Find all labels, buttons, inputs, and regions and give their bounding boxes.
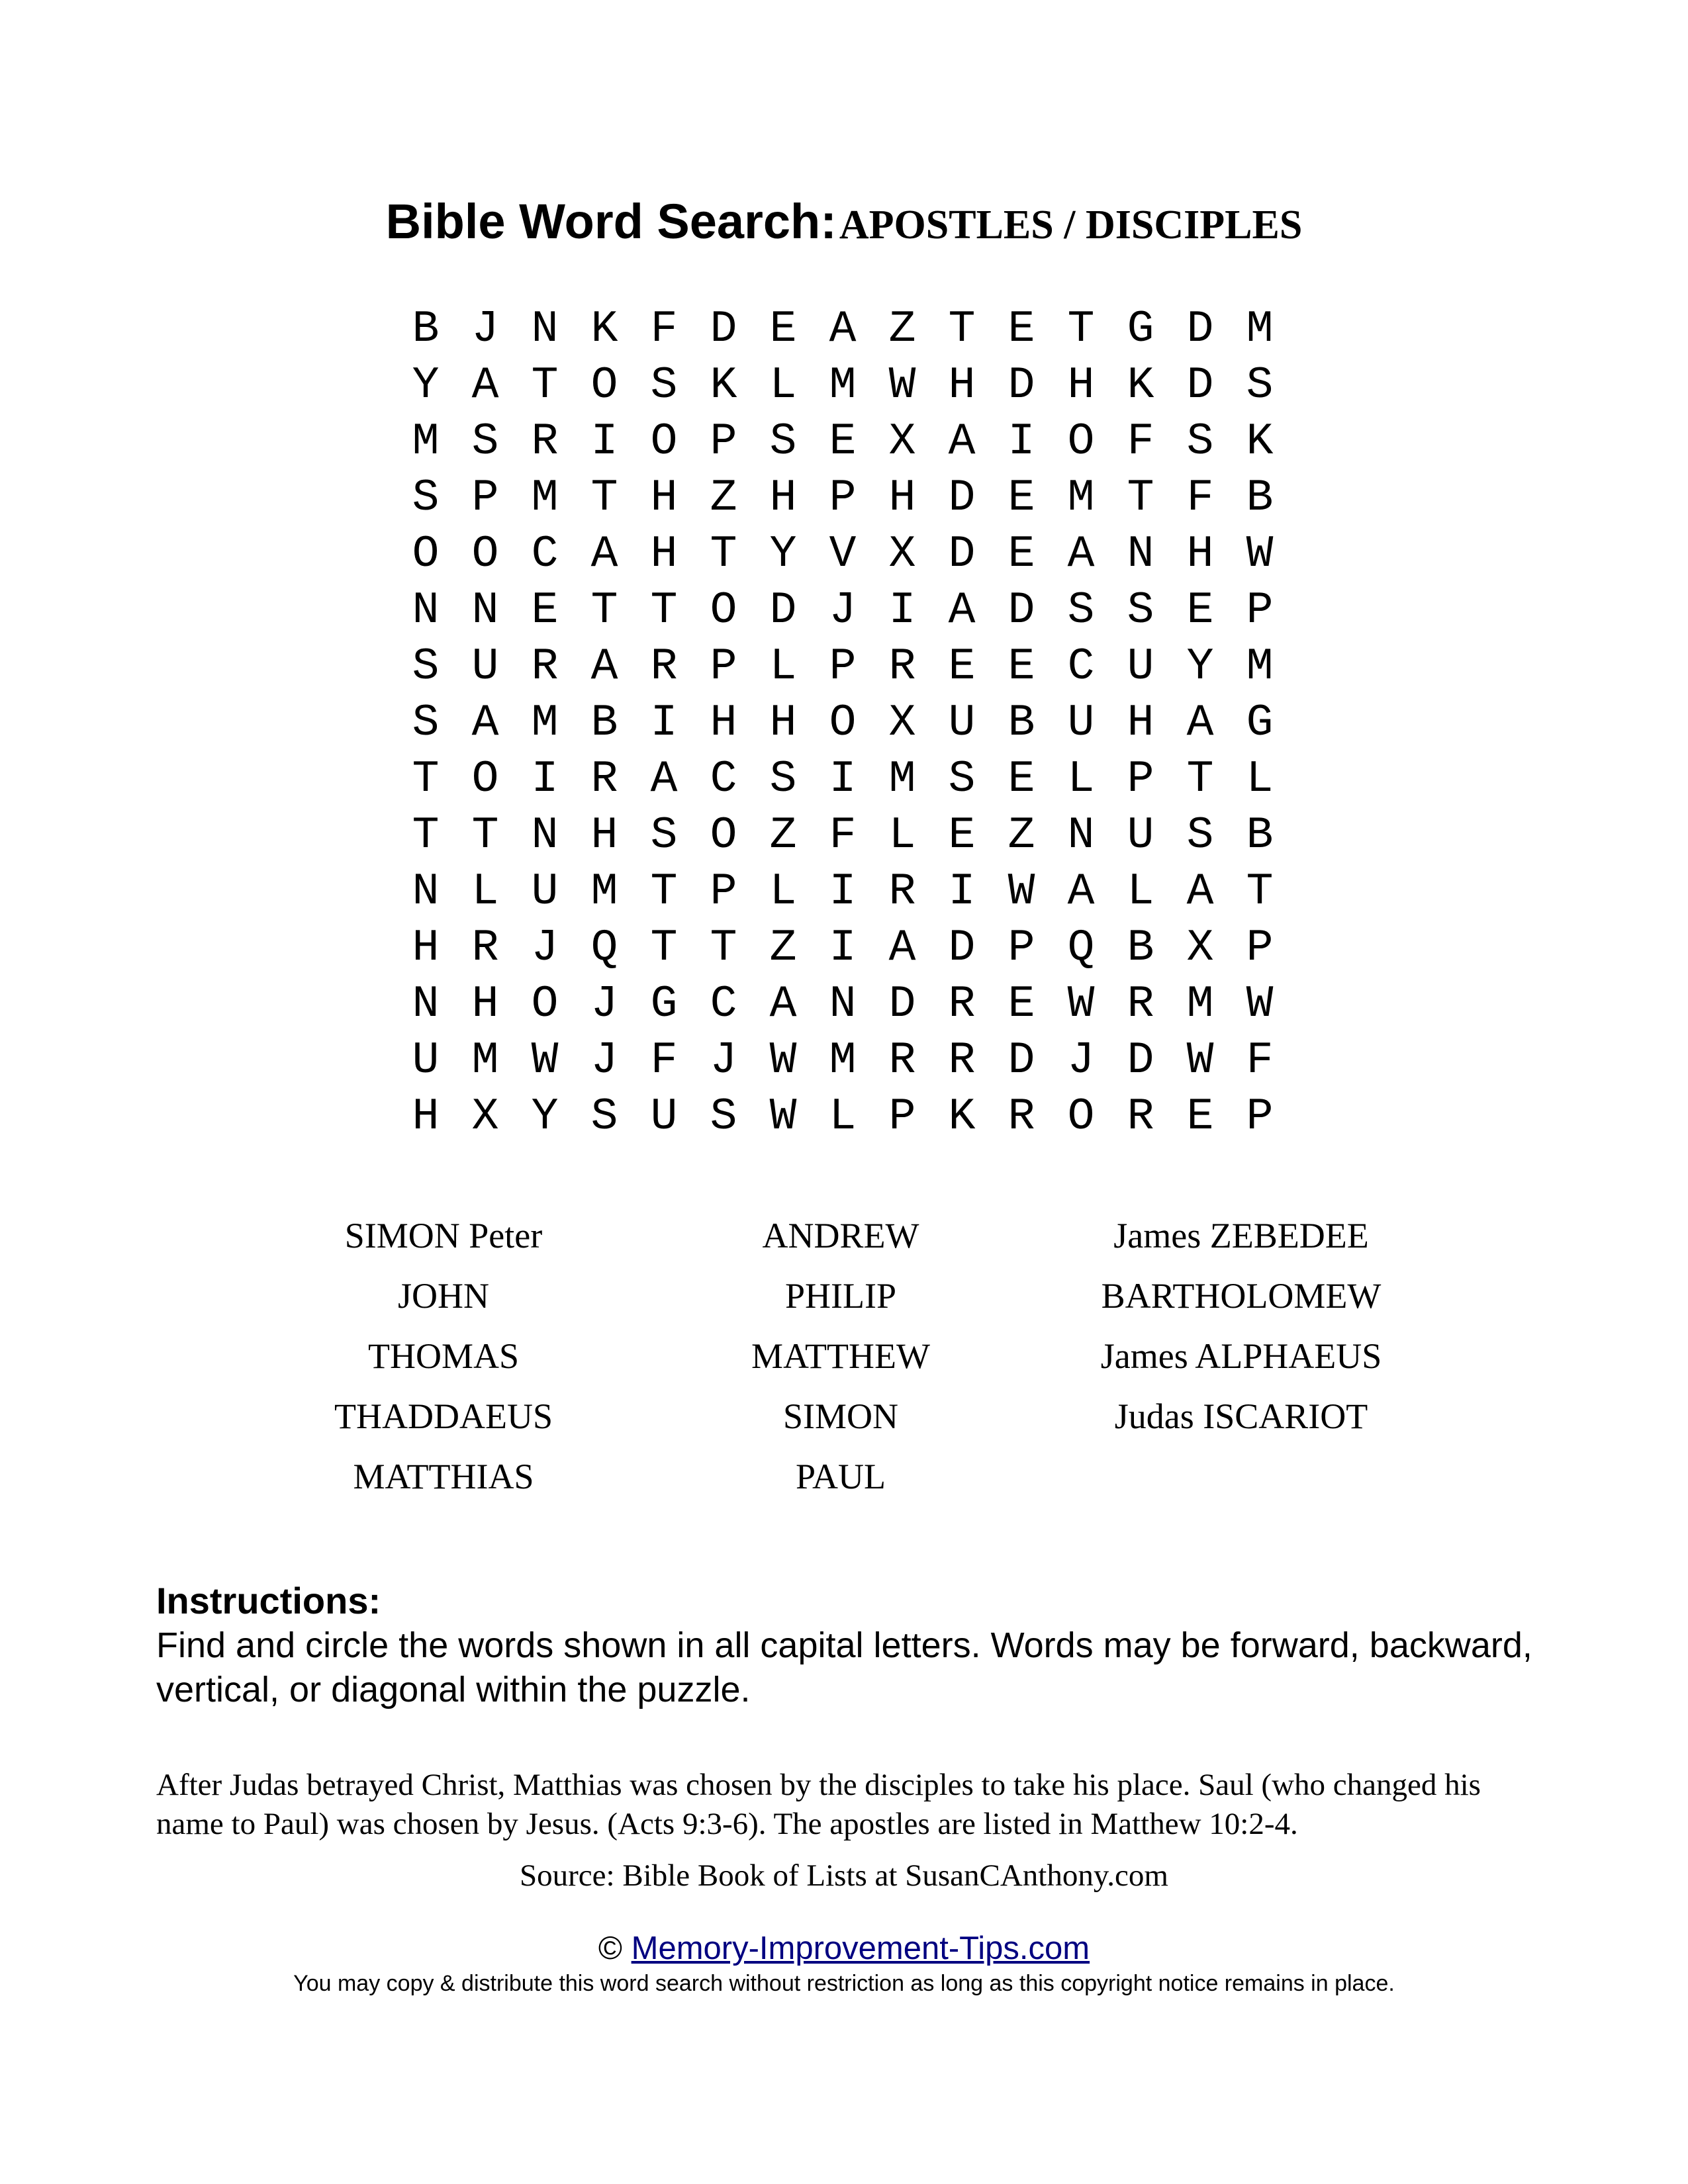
grid-letter[interactable]: I: [650, 698, 678, 749]
grid-letter[interactable]: M: [531, 698, 559, 749]
grid-letter[interactable]: R: [1127, 1091, 1154, 1142]
background-note: After Judas betrayed Christ, Matthias was chosen by the disciples to take his place. Saul (who changed his name to Paul) was chosen by Jesus. (Acts 9:3-6). The apostles are listed in Matthew 10:2-4.: [156, 1768, 1481, 1841]
title-main: Bible Word Search:: [385, 194, 837, 249]
grid-letter[interactable]: N: [412, 585, 440, 636]
grid-letter[interactable]: H: [1186, 529, 1214, 580]
grid-letter[interactable]: E: [531, 585, 559, 636]
grid-letter[interactable]: O: [471, 754, 499, 805]
grid-letter[interactable]: D: [769, 585, 797, 636]
grid-letter[interactable]: J: [531, 923, 559, 974]
grid-letter[interactable]: T: [412, 754, 440, 805]
grid-letter[interactable]: I: [948, 866, 976, 917]
grid-letter[interactable]: F: [1186, 473, 1214, 523]
grid-letter[interactable]: S: [650, 810, 678, 861]
word-list-item: THOMAS: [367, 1336, 520, 1376]
grid-letter[interactable]: O: [650, 416, 678, 467]
instructions-heading: Instructions:: [156, 1580, 381, 1621]
grid-row: [396, 1089, 1289, 1145]
grid-letter[interactable]: T: [710, 923, 737, 974]
word-list-item: MATTHEW: [751, 1336, 930, 1376]
grid-letter[interactable]: S: [590, 1091, 618, 1142]
word-list-item: BARTHOLOMEW: [1101, 1276, 1382, 1316]
grid-letter[interactable]: E: [829, 416, 857, 467]
grid-letter[interactable]: H: [590, 810, 618, 861]
grid-letter[interactable]: Z: [1008, 810, 1035, 861]
grid-letter[interactable]: Z: [769, 810, 797, 861]
grid-letter[interactable]: D: [1008, 585, 1035, 636]
grid-row: [396, 414, 1289, 470]
grid-letter[interactable]: A: [769, 979, 797, 1030]
grid-letter[interactable]: T: [1067, 304, 1095, 355]
grid-letter[interactable]: I: [590, 416, 618, 467]
grid-letter[interactable]: M: [888, 754, 916, 805]
grid-letter[interactable]: R: [1008, 1091, 1035, 1142]
grid-letter[interactable]: A: [829, 304, 857, 355]
word-list-item: PAUL: [795, 1457, 886, 1496]
grid-letter[interactable]: Q: [590, 923, 618, 974]
grid-letter[interactable]: A: [888, 923, 916, 974]
word-list-column-2: [669, 1206, 1013, 1507]
grid-letter[interactable]: V: [829, 529, 857, 580]
grid-letter[interactable]: W: [1186, 1035, 1214, 1086]
grid-letter[interactable]: A: [1067, 529, 1095, 580]
grid-letter[interactable]: A: [1186, 698, 1214, 749]
instructions-body: Find and circle the words shown in all capital letters. Words may be forward, backward, vertical, or diagonal within the puzzle.: [156, 1625, 1532, 1709]
grid-letter[interactable]: K: [948, 1091, 976, 1142]
grid-letter[interactable]: G: [1127, 304, 1154, 355]
grid-letter[interactable]: S: [769, 416, 797, 467]
grid-letter[interactable]: D: [948, 529, 976, 580]
grid-row: [396, 920, 1289, 976]
grid-letter[interactable]: K: [710, 360, 737, 411]
grid-letter[interactable]: S: [650, 360, 678, 411]
instructions-block: [156, 1578, 1546, 1712]
source-line: Source: Bible Book of Lists at SusanCAnthony.com: [520, 1858, 1168, 1893]
grid-letter[interactable]: N: [531, 304, 559, 355]
grid-letter[interactable]: P: [710, 866, 737, 917]
grid-letter[interactable]: A: [1186, 866, 1214, 917]
grid-letter[interactable]: C: [1067, 641, 1095, 692]
grid-letter[interactable]: Z: [888, 304, 916, 355]
grid-letter[interactable]: W: [1246, 529, 1274, 580]
grid-letter[interactable]: Z: [769, 923, 797, 974]
grid-letter[interactable]: N: [1127, 529, 1154, 580]
grid-letter[interactable]: H: [650, 529, 678, 580]
grid-letter[interactable]: E: [948, 641, 976, 692]
grid-letter[interactable]: E: [1008, 641, 1035, 692]
grid-letter[interactable]: L: [471, 866, 499, 917]
word-list-item: JOHN: [397, 1276, 489, 1316]
grid-letter[interactable]: U: [471, 641, 499, 692]
grid-letter[interactable]: N: [412, 866, 440, 917]
permission-notice: You may copy & distribute this word search without restriction as long as this copyright notice remains in place.: [293, 1971, 1395, 1996]
grid-letter[interactable]: I: [829, 754, 857, 805]
grid-letter[interactable]: M: [1246, 304, 1274, 355]
grid-letter[interactable]: A: [1067, 866, 1095, 917]
grid-row: [396, 976, 1289, 1032]
grid-letter[interactable]: U: [948, 698, 976, 749]
grid-letter[interactable]: U: [1067, 698, 1095, 749]
grid-letter[interactable]: K: [1246, 416, 1274, 467]
grid-letter[interactable]: F: [829, 810, 857, 861]
grid-letter[interactable]: T: [650, 585, 678, 636]
grid-letter[interactable]: F: [650, 1035, 678, 1086]
grid-letter[interactable]: H: [948, 360, 976, 411]
grid-letter[interactable]: A: [590, 529, 618, 580]
grid-letter[interactable]: E: [1186, 1091, 1214, 1142]
grid-letter[interactable]: M: [1246, 641, 1274, 692]
grid-letter[interactable]: M: [590, 866, 618, 917]
grid-row: [396, 582, 1289, 639]
copyright-line: [0, 1929, 1688, 1968]
grid-letter[interactable]: F: [1127, 416, 1154, 467]
grid-letter[interactable]: T: [590, 473, 618, 523]
grid-letter[interactable]: H: [412, 1091, 440, 1142]
grid-letter[interactable]: B: [1008, 698, 1035, 749]
grid-letter[interactable]: X: [888, 529, 916, 580]
grid-letter[interactable]: A: [948, 416, 976, 467]
grid-letter[interactable]: T: [412, 810, 440, 861]
grid-letter[interactable]: T: [531, 360, 559, 411]
grid-letter[interactable]: P: [1246, 923, 1274, 974]
word-list-item: SIMON: [782, 1396, 899, 1436]
grid-letter[interactable]: Y: [412, 360, 440, 411]
grid-row: [396, 751, 1289, 807]
grid-letter[interactable]: N: [531, 810, 559, 861]
grid-letter[interactable]: S: [1246, 360, 1274, 411]
grid-letter[interactable]: O: [829, 698, 857, 749]
grid-letter[interactable]: T: [1246, 866, 1274, 917]
grid-letter[interactable]: Y: [531, 1091, 559, 1142]
grid-letter[interactable]: J: [1067, 1035, 1095, 1086]
word-list-item: SIMON Peter: [344, 1216, 543, 1255]
grid-letter[interactable]: B: [1246, 473, 1274, 523]
grid-letter[interactable]: R: [888, 1035, 916, 1086]
grid-letter[interactable]: S: [1186, 810, 1214, 861]
grid-letter[interactable]: U: [1127, 810, 1154, 861]
grid-letter[interactable]: L: [769, 641, 797, 692]
grid-letter[interactable]: D: [1008, 360, 1035, 411]
grid-letter[interactable]: O: [1067, 1091, 1095, 1142]
grid-letter[interactable]: T: [710, 529, 737, 580]
grid-letter[interactable]: C: [710, 754, 737, 805]
grid-letter[interactable]: W: [531, 1035, 559, 1086]
grid-row: [396, 807, 1289, 864]
grid-letter[interactable]: T: [471, 810, 499, 861]
grid-letter[interactable]: G: [650, 979, 678, 1030]
grid-letter[interactable]: Y: [769, 529, 797, 580]
word-list-item: MATTHIAS: [353, 1457, 534, 1496]
grid-row: [396, 357, 1289, 414]
grid-letter[interactable]: D: [1186, 304, 1214, 355]
grid-letter[interactable]: O: [471, 529, 499, 580]
grid-letter[interactable]: X: [888, 698, 916, 749]
grid-letter[interactable]: H: [1127, 698, 1154, 749]
grid-row: [396, 1032, 1289, 1089]
grid-letter[interactable]: Q: [1067, 923, 1095, 974]
grid-letter[interactable]: M: [829, 360, 857, 411]
grid-letter[interactable]: M: [829, 1035, 857, 1086]
grid-letter[interactable]: L: [888, 810, 916, 861]
grid-letter[interactable]: Y: [1186, 641, 1214, 692]
grid-letter[interactable]: P: [829, 641, 857, 692]
grid-letter[interactable]: E: [1008, 979, 1035, 1030]
grid-letter[interactable]: O: [412, 529, 440, 580]
grid-letter[interactable]: P: [1246, 585, 1274, 636]
grid-letter[interactable]: T: [650, 923, 678, 974]
grid-letter[interactable]: A: [471, 360, 499, 411]
word-list-item: PHILIP: [784, 1276, 896, 1316]
word-search-grid: [396, 301, 1289, 1145]
grid-letter[interactable]: P: [710, 641, 737, 692]
grid-letter[interactable]: F: [1246, 1035, 1274, 1086]
word-list-column-3: [1069, 1206, 1413, 1447]
grid-letter[interactable]: H: [650, 473, 678, 523]
grid-letter[interactable]: B: [590, 698, 618, 749]
grid-letter[interactable]: O: [710, 585, 737, 636]
grid-letter[interactable]: D: [1008, 1035, 1035, 1086]
grid-letter[interactable]: E: [1008, 473, 1035, 523]
grid-letter[interactable]: S: [948, 754, 976, 805]
grid-row: [396, 301, 1289, 357]
grid-letter[interactable]: A: [590, 641, 618, 692]
grid-letter[interactable]: I: [1008, 416, 1035, 467]
grid-letter[interactable]: Z: [710, 473, 737, 523]
grid-letter[interactable]: S: [710, 1091, 737, 1142]
grid-row: [396, 639, 1289, 695]
grid-letter[interactable]: R: [888, 866, 916, 917]
grid-letter[interactable]: U: [531, 866, 559, 917]
grid-letter[interactable]: R: [888, 641, 916, 692]
word-list-item: James ALPHAEUS: [1100, 1336, 1382, 1376]
grid-row: [396, 864, 1289, 920]
grid-letter[interactable]: W: [888, 360, 916, 411]
grid-letter[interactable]: L: [769, 360, 797, 411]
grid-letter[interactable]: L: [1067, 754, 1095, 805]
grid-letter[interactable]: R: [948, 979, 976, 1030]
grid-letter[interactable]: U: [412, 1035, 440, 1086]
grid-letter[interactable]: D: [1186, 360, 1214, 411]
grid-letter[interactable]: W: [1246, 979, 1274, 1030]
grid-letter[interactable]: R: [590, 754, 618, 805]
grid-letter[interactable]: W: [769, 1035, 797, 1086]
grid-letter[interactable]: P: [710, 416, 737, 467]
grid-letter[interactable]: S: [471, 416, 499, 467]
grid-letter[interactable]: T: [1127, 473, 1154, 523]
grid-letter[interactable]: E: [1008, 529, 1035, 580]
grid-letter[interactable]: R: [948, 1035, 976, 1086]
grid-letter[interactable]: K: [590, 304, 618, 355]
grid-letter[interactable]: I: [829, 866, 857, 917]
grid-letter[interactable]: S: [1127, 585, 1154, 636]
grid-letter[interactable]: J: [471, 304, 499, 355]
grid-letter[interactable]: P: [1246, 1091, 1274, 1142]
grid-letter[interactable]: A: [948, 585, 976, 636]
grid-letter[interactable]: R: [1127, 979, 1154, 1030]
grid-letter[interactable]: S: [1186, 416, 1214, 467]
grid-letter[interactable]: R: [531, 641, 559, 692]
copyright-symbol: ©: [598, 1931, 622, 1966]
grid-letter[interactable]: T: [948, 304, 976, 355]
grid-letter[interactable]: P: [829, 473, 857, 523]
site-link[interactable]: Memory-Improvement-Tips.com: [631, 1931, 1090, 1966]
grid-row: [396, 695, 1289, 751]
title-topic: APOSTLES / DISCIPLES: [839, 203, 1303, 248]
grid-letter[interactable]: H: [888, 473, 916, 523]
grid-letter[interactable]: L: [829, 1091, 857, 1142]
grid-letter[interactable]: T: [650, 866, 678, 917]
word-list-item: THADDAEUS: [334, 1396, 553, 1436]
grid-letter[interactable]: W: [1067, 979, 1095, 1030]
grid-letter[interactable]: M: [1186, 979, 1214, 1030]
grid-letter[interactable]: I: [829, 923, 857, 974]
grid-letter[interactable]: E: [1186, 585, 1214, 636]
grid-letter[interactable]: X: [1186, 923, 1214, 974]
grid-letter[interactable]: N: [1067, 810, 1095, 861]
grid-letter[interactable]: U: [1127, 641, 1154, 692]
grid-letter[interactable]: J: [590, 1035, 618, 1086]
grid-letter[interactable]: S: [412, 473, 440, 523]
grid-letter[interactable]: I: [888, 585, 916, 636]
grid-letter[interactable]: M: [471, 1035, 499, 1086]
grid-letter[interactable]: R: [531, 416, 559, 467]
grid-letter[interactable]: L: [769, 866, 797, 917]
grid-letter[interactable]: F: [650, 304, 678, 355]
grid-letter[interactable]: R: [471, 923, 499, 974]
grid-letter[interactable]: D: [710, 304, 737, 355]
grid-letter[interactable]: O: [590, 360, 618, 411]
grid-letter[interactable]: W: [769, 1091, 797, 1142]
grid-letter[interactable]: E: [948, 810, 976, 861]
grid-letter[interactable]: K: [1127, 360, 1154, 411]
grid-letter[interactable]: O: [710, 810, 737, 861]
grid-letter[interactable]: C: [710, 979, 737, 1030]
grid-letter[interactable]: T: [590, 585, 618, 636]
grid-letter[interactable]: N: [412, 979, 440, 1030]
grid-letter[interactable]: L: [1127, 866, 1154, 917]
grid-letter[interactable]: B: [412, 304, 440, 355]
grid-letter[interactable]: H: [1067, 360, 1095, 411]
grid-letter[interactable]: J: [590, 979, 618, 1030]
word-list-column-1: [271, 1206, 616, 1507]
grid-letter[interactable]: P: [1008, 923, 1035, 974]
grid-letter[interactable]: E: [769, 304, 797, 355]
word-list-item: Judas ISCARIOT: [1114, 1396, 1368, 1436]
grid-letter[interactable]: D: [948, 923, 976, 974]
grid-letter[interactable]: U: [650, 1091, 678, 1142]
grid-letter[interactable]: E: [1008, 754, 1035, 805]
word-list-item: James ZEBEDEE: [1113, 1216, 1369, 1255]
grid-letter[interactable]: S: [1067, 585, 1095, 636]
grid-letter[interactable]: J: [710, 1035, 737, 1086]
grid-letter[interactable]: O: [531, 979, 559, 1030]
grid-row: [396, 526, 1289, 582]
grid-letter[interactable]: X: [471, 1091, 499, 1142]
grid-letter[interactable]: G: [1246, 698, 1274, 749]
grid-letter[interactable]: B: [1246, 810, 1274, 861]
grid-letter[interactable]: C: [531, 529, 559, 580]
page-title: [0, 193, 1688, 250]
grid-letter[interactable]: P: [1127, 754, 1154, 805]
grid-letter[interactable]: I: [531, 754, 559, 805]
grid-letter[interactable]: X: [888, 416, 916, 467]
grid-letter[interactable]: P: [888, 1091, 916, 1142]
grid-letter[interactable]: J: [829, 585, 857, 636]
grid-letter[interactable]: D: [948, 473, 976, 523]
grid-letter[interactable]: R: [650, 641, 678, 692]
grid-letter[interactable]: S: [412, 641, 440, 692]
grid-letter[interactable]: M: [531, 473, 559, 523]
grid-letter[interactable]: D: [888, 979, 916, 1030]
grid-letter[interactable]: L: [1246, 754, 1274, 805]
grid-letter[interactable]: O: [1067, 416, 1095, 467]
grid-letter[interactable]: A: [650, 754, 678, 805]
grid-letter[interactable]: H: [769, 473, 797, 523]
grid-letter[interactable]: H: [769, 698, 797, 749]
grid-letter[interactable]: S: [769, 754, 797, 805]
grid-letter[interactable]: D: [1127, 1035, 1154, 1086]
grid-letter[interactable]: M: [1067, 473, 1095, 523]
grid-letter[interactable]: P: [471, 473, 499, 523]
grid-letter[interactable]: H: [412, 923, 440, 974]
grid-letter[interactable]: N: [471, 585, 499, 636]
grid-letter[interactable]: W: [1008, 866, 1035, 917]
grid-letter[interactable]: S: [412, 698, 440, 749]
grid-letter[interactable]: H: [710, 698, 737, 749]
grid-letter[interactable]: M: [412, 416, 440, 467]
grid-letter[interactable]: A: [471, 698, 499, 749]
grid-row: [396, 470, 1289, 526]
grid-letter[interactable]: E: [1008, 304, 1035, 355]
word-list-item: ANDREW: [762, 1216, 919, 1255]
grid-letter[interactable]: B: [1127, 923, 1154, 974]
grid-letter[interactable]: H: [471, 979, 499, 1030]
grid-letter[interactable]: T: [1186, 754, 1214, 805]
grid-letter[interactable]: N: [829, 979, 857, 1030]
